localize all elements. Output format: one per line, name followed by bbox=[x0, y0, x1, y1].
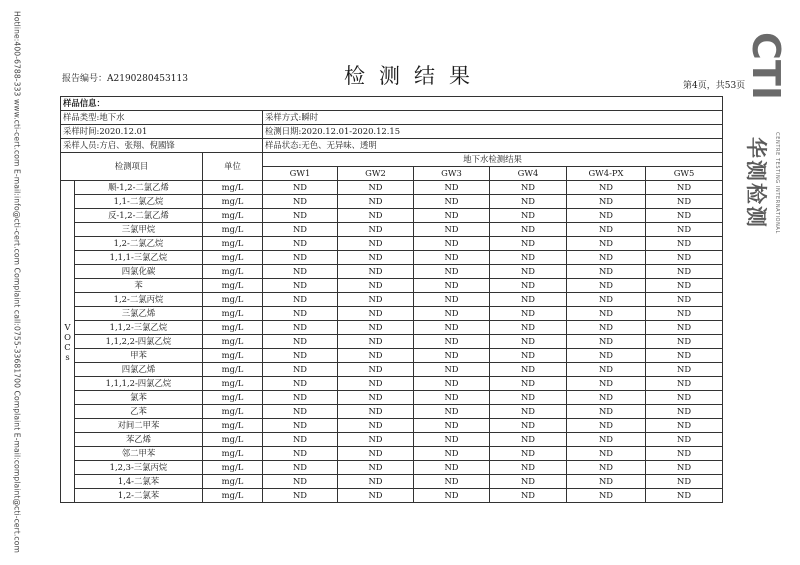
table-row bbox=[61, 251, 723, 265]
result-value: ND bbox=[567, 391, 646, 405]
table-row bbox=[61, 195, 723, 209]
table-row bbox=[61, 335, 723, 349]
cti-logo bbox=[740, 30, 790, 234]
test-item: 1,2-二氯丙烷 bbox=[75, 293, 203, 307]
result-value: ND bbox=[414, 195, 490, 209]
test-item: 1,1,1-三氯乙烷 bbox=[75, 251, 203, 265]
result-value: ND bbox=[338, 335, 414, 349]
result-value: ND bbox=[338, 293, 414, 307]
info-heading-row bbox=[61, 97, 723, 111]
result-value: ND bbox=[338, 433, 414, 447]
result-value: ND bbox=[490, 363, 567, 377]
result-value: ND bbox=[490, 377, 567, 391]
result-value: ND bbox=[646, 279, 723, 293]
result-value: ND bbox=[567, 279, 646, 293]
result-value: ND bbox=[567, 419, 646, 433]
unit: mg/L bbox=[203, 195, 263, 209]
result-value: ND bbox=[338, 265, 414, 279]
result-value: ND bbox=[263, 321, 338, 335]
table-row bbox=[61, 461, 723, 475]
result-value: ND bbox=[490, 223, 567, 237]
result-value: ND bbox=[567, 195, 646, 209]
result-value: ND bbox=[263, 181, 338, 195]
result-value: ND bbox=[567, 461, 646, 475]
table-row bbox=[61, 377, 723, 391]
info-row bbox=[61, 139, 723, 153]
unit: mg/L bbox=[203, 391, 263, 405]
result-value: ND bbox=[338, 251, 414, 265]
result-value: ND bbox=[263, 349, 338, 363]
site-header-gw3: GW3 bbox=[414, 167, 490, 181]
info-heading: 样品信息： bbox=[61, 97, 723, 111]
result-value: ND bbox=[646, 195, 723, 209]
result-value: ND bbox=[646, 461, 723, 475]
result-value: ND bbox=[414, 447, 490, 461]
vocs-group-label: V O C s bbox=[61, 181, 75, 503]
table-row bbox=[61, 405, 723, 419]
site-header-gw4-px: GW4-PX bbox=[567, 167, 646, 181]
result-value: ND bbox=[414, 335, 490, 349]
result-value: ND bbox=[414, 251, 490, 265]
left-margin-contact bbox=[0, 0, 34, 565]
result-value: ND bbox=[490, 307, 567, 321]
unit: mg/L bbox=[203, 349, 263, 363]
table-row bbox=[61, 475, 723, 489]
site-header-gw2: GW2 bbox=[338, 167, 414, 181]
result-value: ND bbox=[414, 475, 490, 489]
table-row bbox=[61, 489, 723, 503]
result-value: ND bbox=[646, 475, 723, 489]
unit: mg/L bbox=[203, 251, 263, 265]
table-row bbox=[61, 419, 723, 433]
table-header-row bbox=[61, 153, 723, 167]
table-row bbox=[61, 349, 723, 363]
result-value: ND bbox=[263, 391, 338, 405]
table-row bbox=[61, 321, 723, 335]
result-value: ND bbox=[263, 489, 338, 503]
result-value: ND bbox=[567, 475, 646, 489]
result-value: ND bbox=[490, 195, 567, 209]
result-value: ND bbox=[338, 377, 414, 391]
result-value: ND bbox=[263, 433, 338, 447]
test-item: 1,2,3-三氯丙烷 bbox=[75, 461, 203, 475]
unit: mg/L bbox=[203, 307, 263, 321]
test-item: 氯苯 bbox=[75, 391, 203, 405]
report-number: 报告编号：A2190280453113 bbox=[62, 74, 188, 84]
result-value: ND bbox=[338, 349, 414, 363]
result-value: ND bbox=[338, 223, 414, 237]
table-row bbox=[61, 181, 723, 195]
site-header-gw5: GW5 bbox=[646, 167, 723, 181]
test-item: 乙苯 bbox=[75, 405, 203, 419]
info-row bbox=[61, 111, 723, 125]
result-value: ND bbox=[490, 321, 567, 335]
result-value: ND bbox=[567, 349, 646, 363]
sampling-method: 采样方式:瞬时 bbox=[263, 111, 723, 125]
samplers: 采样人员:方启、张翔、倪國锋 bbox=[61, 139, 263, 153]
result-value: ND bbox=[490, 237, 567, 251]
result-value: ND bbox=[338, 321, 414, 335]
result-value: ND bbox=[490, 489, 567, 503]
result-value: ND bbox=[263, 475, 338, 489]
test-item: 1,1,2,2-四氯乙烷 bbox=[75, 335, 203, 349]
unit: mg/L bbox=[203, 363, 263, 377]
test-item: 顺-1,2-二氯乙烯 bbox=[75, 181, 203, 195]
unit: mg/L bbox=[203, 265, 263, 279]
result-value: ND bbox=[263, 461, 338, 475]
result-value: ND bbox=[567, 223, 646, 237]
result-value: ND bbox=[646, 363, 723, 377]
table-row bbox=[61, 447, 723, 461]
result-value: ND bbox=[646, 265, 723, 279]
result-value: ND bbox=[414, 293, 490, 307]
result-value: ND bbox=[414, 181, 490, 195]
header-group: 地下水检测结果 bbox=[263, 153, 723, 167]
table-row bbox=[61, 363, 723, 377]
result-value: ND bbox=[646, 419, 723, 433]
result-value: ND bbox=[567, 335, 646, 349]
result-value: ND bbox=[490, 405, 567, 419]
result-value: ND bbox=[414, 307, 490, 321]
unit: mg/L bbox=[203, 223, 263, 237]
result-value: ND bbox=[414, 391, 490, 405]
table-row bbox=[61, 237, 723, 251]
result-value: ND bbox=[646, 293, 723, 307]
table-row bbox=[61, 391, 723, 405]
result-value: ND bbox=[263, 405, 338, 419]
result-value: ND bbox=[490, 181, 567, 195]
logo-english-text: CENTRE TESTING INTERNATIONAL bbox=[774, 132, 780, 234]
result-value: ND bbox=[414, 377, 490, 391]
result-value: ND bbox=[567, 237, 646, 251]
result-value: ND bbox=[490, 335, 567, 349]
info-row bbox=[61, 125, 723, 139]
logo-cti-text: CTI bbox=[744, 32, 788, 100]
unit: mg/L bbox=[203, 405, 263, 419]
result-value: ND bbox=[646, 209, 723, 223]
result-value: ND bbox=[490, 279, 567, 293]
result-value: ND bbox=[263, 293, 338, 307]
result-value: ND bbox=[414, 405, 490, 419]
result-value: ND bbox=[567, 377, 646, 391]
test-item: 反-1,2-二氯乙烯 bbox=[75, 209, 203, 223]
result-value: ND bbox=[490, 209, 567, 223]
test-date: 检测日期:2020.12.01-2020.12.15 bbox=[263, 125, 723, 139]
result-value: ND bbox=[490, 447, 567, 461]
result-value: ND bbox=[646, 391, 723, 405]
result-value: ND bbox=[338, 363, 414, 377]
result-value: ND bbox=[338, 489, 414, 503]
test-item: 邻二甲苯 bbox=[75, 447, 203, 461]
table-row bbox=[61, 307, 723, 321]
result-value: ND bbox=[490, 433, 567, 447]
result-value: ND bbox=[263, 195, 338, 209]
result-value: ND bbox=[263, 377, 338, 391]
result-value: ND bbox=[490, 461, 567, 475]
table-row bbox=[61, 293, 723, 307]
result-value: ND bbox=[414, 223, 490, 237]
result-value: ND bbox=[414, 321, 490, 335]
result-value: ND bbox=[567, 307, 646, 321]
unit: mg/L bbox=[203, 419, 263, 433]
result-value: ND bbox=[338, 391, 414, 405]
result-value: ND bbox=[646, 307, 723, 321]
result-value: ND bbox=[263, 209, 338, 223]
result-value: ND bbox=[414, 237, 490, 251]
result-value: ND bbox=[414, 265, 490, 279]
test-item: 1,1,2-三氯乙烷 bbox=[75, 321, 203, 335]
table-row bbox=[61, 433, 723, 447]
result-value: ND bbox=[338, 307, 414, 321]
result-value: ND bbox=[263, 335, 338, 349]
test-item: 三氯乙烯 bbox=[75, 307, 203, 321]
result-value: ND bbox=[414, 363, 490, 377]
result-value: ND bbox=[414, 209, 490, 223]
result-value: ND bbox=[646, 251, 723, 265]
result-value: ND bbox=[646, 377, 723, 391]
result-value: ND bbox=[338, 237, 414, 251]
sampling-time: 采样时间:2020.12.01 bbox=[61, 125, 263, 139]
result-value: ND bbox=[338, 279, 414, 293]
unit: mg/L bbox=[203, 489, 263, 503]
result-value: ND bbox=[567, 405, 646, 419]
sample-status: 样品状态:无色、无异味、透明 bbox=[263, 139, 723, 153]
result-value: ND bbox=[338, 419, 414, 433]
result-value: ND bbox=[263, 363, 338, 377]
results-table bbox=[60, 96, 723, 503]
header-test-item: 检测项目 bbox=[61, 153, 203, 181]
unit: mg/L bbox=[203, 293, 263, 307]
sample-type: 样品类型:地下水 bbox=[61, 111, 263, 125]
result-value: ND bbox=[263, 419, 338, 433]
unit: mg/L bbox=[203, 447, 263, 461]
result-value: ND bbox=[646, 489, 723, 503]
result-value: ND bbox=[338, 195, 414, 209]
result-value: ND bbox=[490, 475, 567, 489]
result-value: ND bbox=[263, 447, 338, 461]
page-number: 第4页，共53页 bbox=[683, 81, 746, 91]
result-value: ND bbox=[646, 447, 723, 461]
unit: mg/L bbox=[203, 461, 263, 475]
test-item: 1,1,1,2-四氯乙烷 bbox=[75, 377, 203, 391]
result-value: ND bbox=[646, 349, 723, 363]
site-header-gw4: GW4 bbox=[490, 167, 567, 181]
table-row bbox=[61, 223, 723, 237]
result-value: ND bbox=[646, 321, 723, 335]
result-value: ND bbox=[263, 223, 338, 237]
result-value: ND bbox=[567, 265, 646, 279]
table-row bbox=[61, 279, 723, 293]
header-unit: 单位 bbox=[203, 153, 263, 181]
test-item: 1,1-二氯乙烷 bbox=[75, 195, 203, 209]
table-row bbox=[61, 265, 723, 279]
result-value: ND bbox=[338, 209, 414, 223]
test-item: 1,4-二氯苯 bbox=[75, 475, 203, 489]
unit: mg/L bbox=[203, 181, 263, 195]
result-value: ND bbox=[646, 223, 723, 237]
test-item: 苯 bbox=[75, 279, 203, 293]
result-value: ND bbox=[567, 293, 646, 307]
result-value: ND bbox=[414, 489, 490, 503]
result-value: ND bbox=[414, 461, 490, 475]
result-value: ND bbox=[490, 251, 567, 265]
test-item: 四氯化碳 bbox=[75, 265, 203, 279]
unit: mg/L bbox=[203, 335, 263, 349]
table-row bbox=[61, 209, 723, 223]
unit: mg/L bbox=[203, 321, 263, 335]
result-value: ND bbox=[263, 307, 338, 321]
unit: mg/L bbox=[203, 209, 263, 223]
unit: mg/L bbox=[203, 475, 263, 489]
result-value: ND bbox=[567, 209, 646, 223]
result-value: ND bbox=[567, 489, 646, 503]
unit: mg/L bbox=[203, 237, 263, 251]
result-value: ND bbox=[490, 419, 567, 433]
unit: mg/L bbox=[203, 279, 263, 293]
result-value: ND bbox=[263, 251, 338, 265]
result-value: ND bbox=[338, 475, 414, 489]
result-value: ND bbox=[567, 321, 646, 335]
result-value: ND bbox=[338, 405, 414, 419]
result-value: ND bbox=[263, 265, 338, 279]
result-value: ND bbox=[414, 433, 490, 447]
result-value: ND bbox=[338, 461, 414, 475]
result-value: ND bbox=[414, 279, 490, 293]
contact-text: Hotline:400-6788-333 www.cti-cert.com E-mail:info@cti-cert.com Complaint call:0755-33681700 Complaint E-mail:complaint@cti-cert.com bbox=[12, 11, 22, 553]
result-value: ND bbox=[646, 405, 723, 419]
result-value: ND bbox=[414, 349, 490, 363]
result-value: ND bbox=[646, 237, 723, 251]
result-value: ND bbox=[567, 251, 646, 265]
unit: mg/L bbox=[203, 433, 263, 447]
result-value: ND bbox=[567, 181, 646, 195]
result-value: ND bbox=[490, 293, 567, 307]
result-value: ND bbox=[263, 279, 338, 293]
result-value: ND bbox=[567, 433, 646, 447]
logo-chinese-text: 华测检测 bbox=[744, 137, 768, 229]
page-title: 检测结果 bbox=[344, 64, 484, 88]
result-value: ND bbox=[338, 447, 414, 461]
test-item: 四氯乙烯 bbox=[75, 363, 203, 377]
result-value: ND bbox=[490, 391, 567, 405]
result-value: ND bbox=[646, 433, 723, 447]
result-value: ND bbox=[646, 335, 723, 349]
test-item: 三氯甲烷 bbox=[75, 223, 203, 237]
unit: mg/L bbox=[203, 377, 263, 391]
result-value: ND bbox=[646, 181, 723, 195]
result-value: ND bbox=[490, 265, 567, 279]
result-value: ND bbox=[567, 363, 646, 377]
result-value: ND bbox=[567, 447, 646, 461]
test-item: 1,2-二氯乙烷 bbox=[75, 237, 203, 251]
result-value: ND bbox=[338, 181, 414, 195]
result-value: ND bbox=[490, 349, 567, 363]
test-item: 甲苯 bbox=[75, 349, 203, 363]
test-item: 1,2-二氯苯 bbox=[75, 489, 203, 503]
result-value: ND bbox=[414, 419, 490, 433]
test-item: 苯乙烯 bbox=[75, 433, 203, 447]
test-item: 对间二甲苯 bbox=[75, 419, 203, 433]
site-header-gw1: GW1 bbox=[263, 167, 338, 181]
result-value: ND bbox=[263, 237, 338, 251]
